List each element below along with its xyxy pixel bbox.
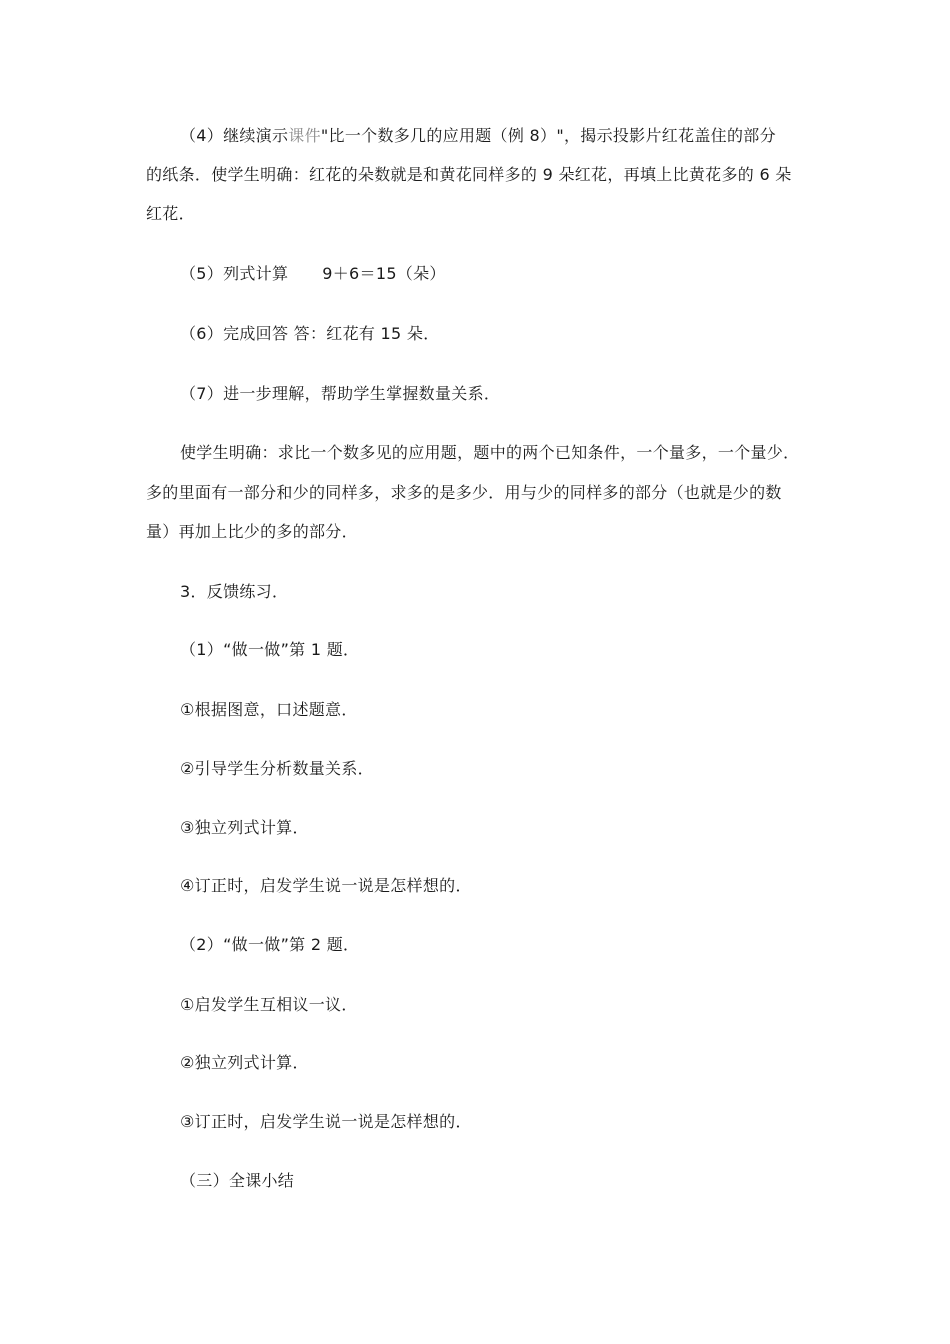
exercise-2-step-2: ②独立列式计算． — [180, 1053, 309, 1072]
paragraph-7: （7）进一步理解，帮助学生掌握数量关系． — [180, 384, 501, 403]
paragraph-6: （6）完成回答 答：红花有 15 朵． — [180, 324, 440, 343]
summary-line-3: 量）再加上比少的多的部分． — [146, 522, 358, 541]
summary-line-2: 多的里面有一部分和少的同样多，求多的是多少．用与少的同样多的部分（也就是少的数 — [146, 483, 782, 502]
exercise-1-step-4: ④订正时，启发学生说一说是怎样想的． — [180, 876, 472, 895]
summary-line-1: 使学生明确：求比一个数多见的应用题，题中的两个已知条件，一个量多，一个量少． — [180, 443, 800, 462]
paragraph-4-line-2: 的纸条．使学生明确：红花的朵数就是和黄花同样多的 9 朵红花，再填上比黄花多的 6 朵 — [146, 165, 792, 184]
paragraph-5-formula: 9＋6＝15（朵） — [322, 264, 446, 283]
exercise-1-step-1: ①根据图意，口述题意． — [180, 700, 358, 719]
paragraph-5 — [180, 264, 446, 284]
paragraph-4-rest: "比一个数多几的应用题（例 8）"，揭示投影片红花盖住的部分 — [320, 126, 776, 145]
paragraph-4-line-1 — [180, 126, 776, 146]
exercise-1-title: （1）“做一做”第 1 题． — [180, 640, 360, 659]
courseware-term: 课件 — [288, 126, 321, 145]
paragraph-5-label: （5）列式计算 — [180, 264, 289, 283]
exercise-2-step-1: ①启发学生互相议一议． — [180, 995, 358, 1014]
exercise-2-step-3: ③订正时，启发学生说一说是怎样想的． — [180, 1112, 472, 1131]
exercise-1-step-3: ③独立列式计算． — [180, 818, 309, 837]
section-three-heading: （三）全课小结 — [180, 1171, 295, 1190]
paragraph-4-prefix: （4）继续演示 — [180, 126, 289, 145]
paragraph-4-line-3: 红花． — [146, 204, 195, 223]
exercise-1-step-2: ②引导学生分析数量关系． — [180, 759, 374, 778]
section-3-heading: 3．反馈练习． — [180, 582, 289, 601]
exercise-2-title: （2）“做一做”第 2 题． — [180, 935, 360, 954]
